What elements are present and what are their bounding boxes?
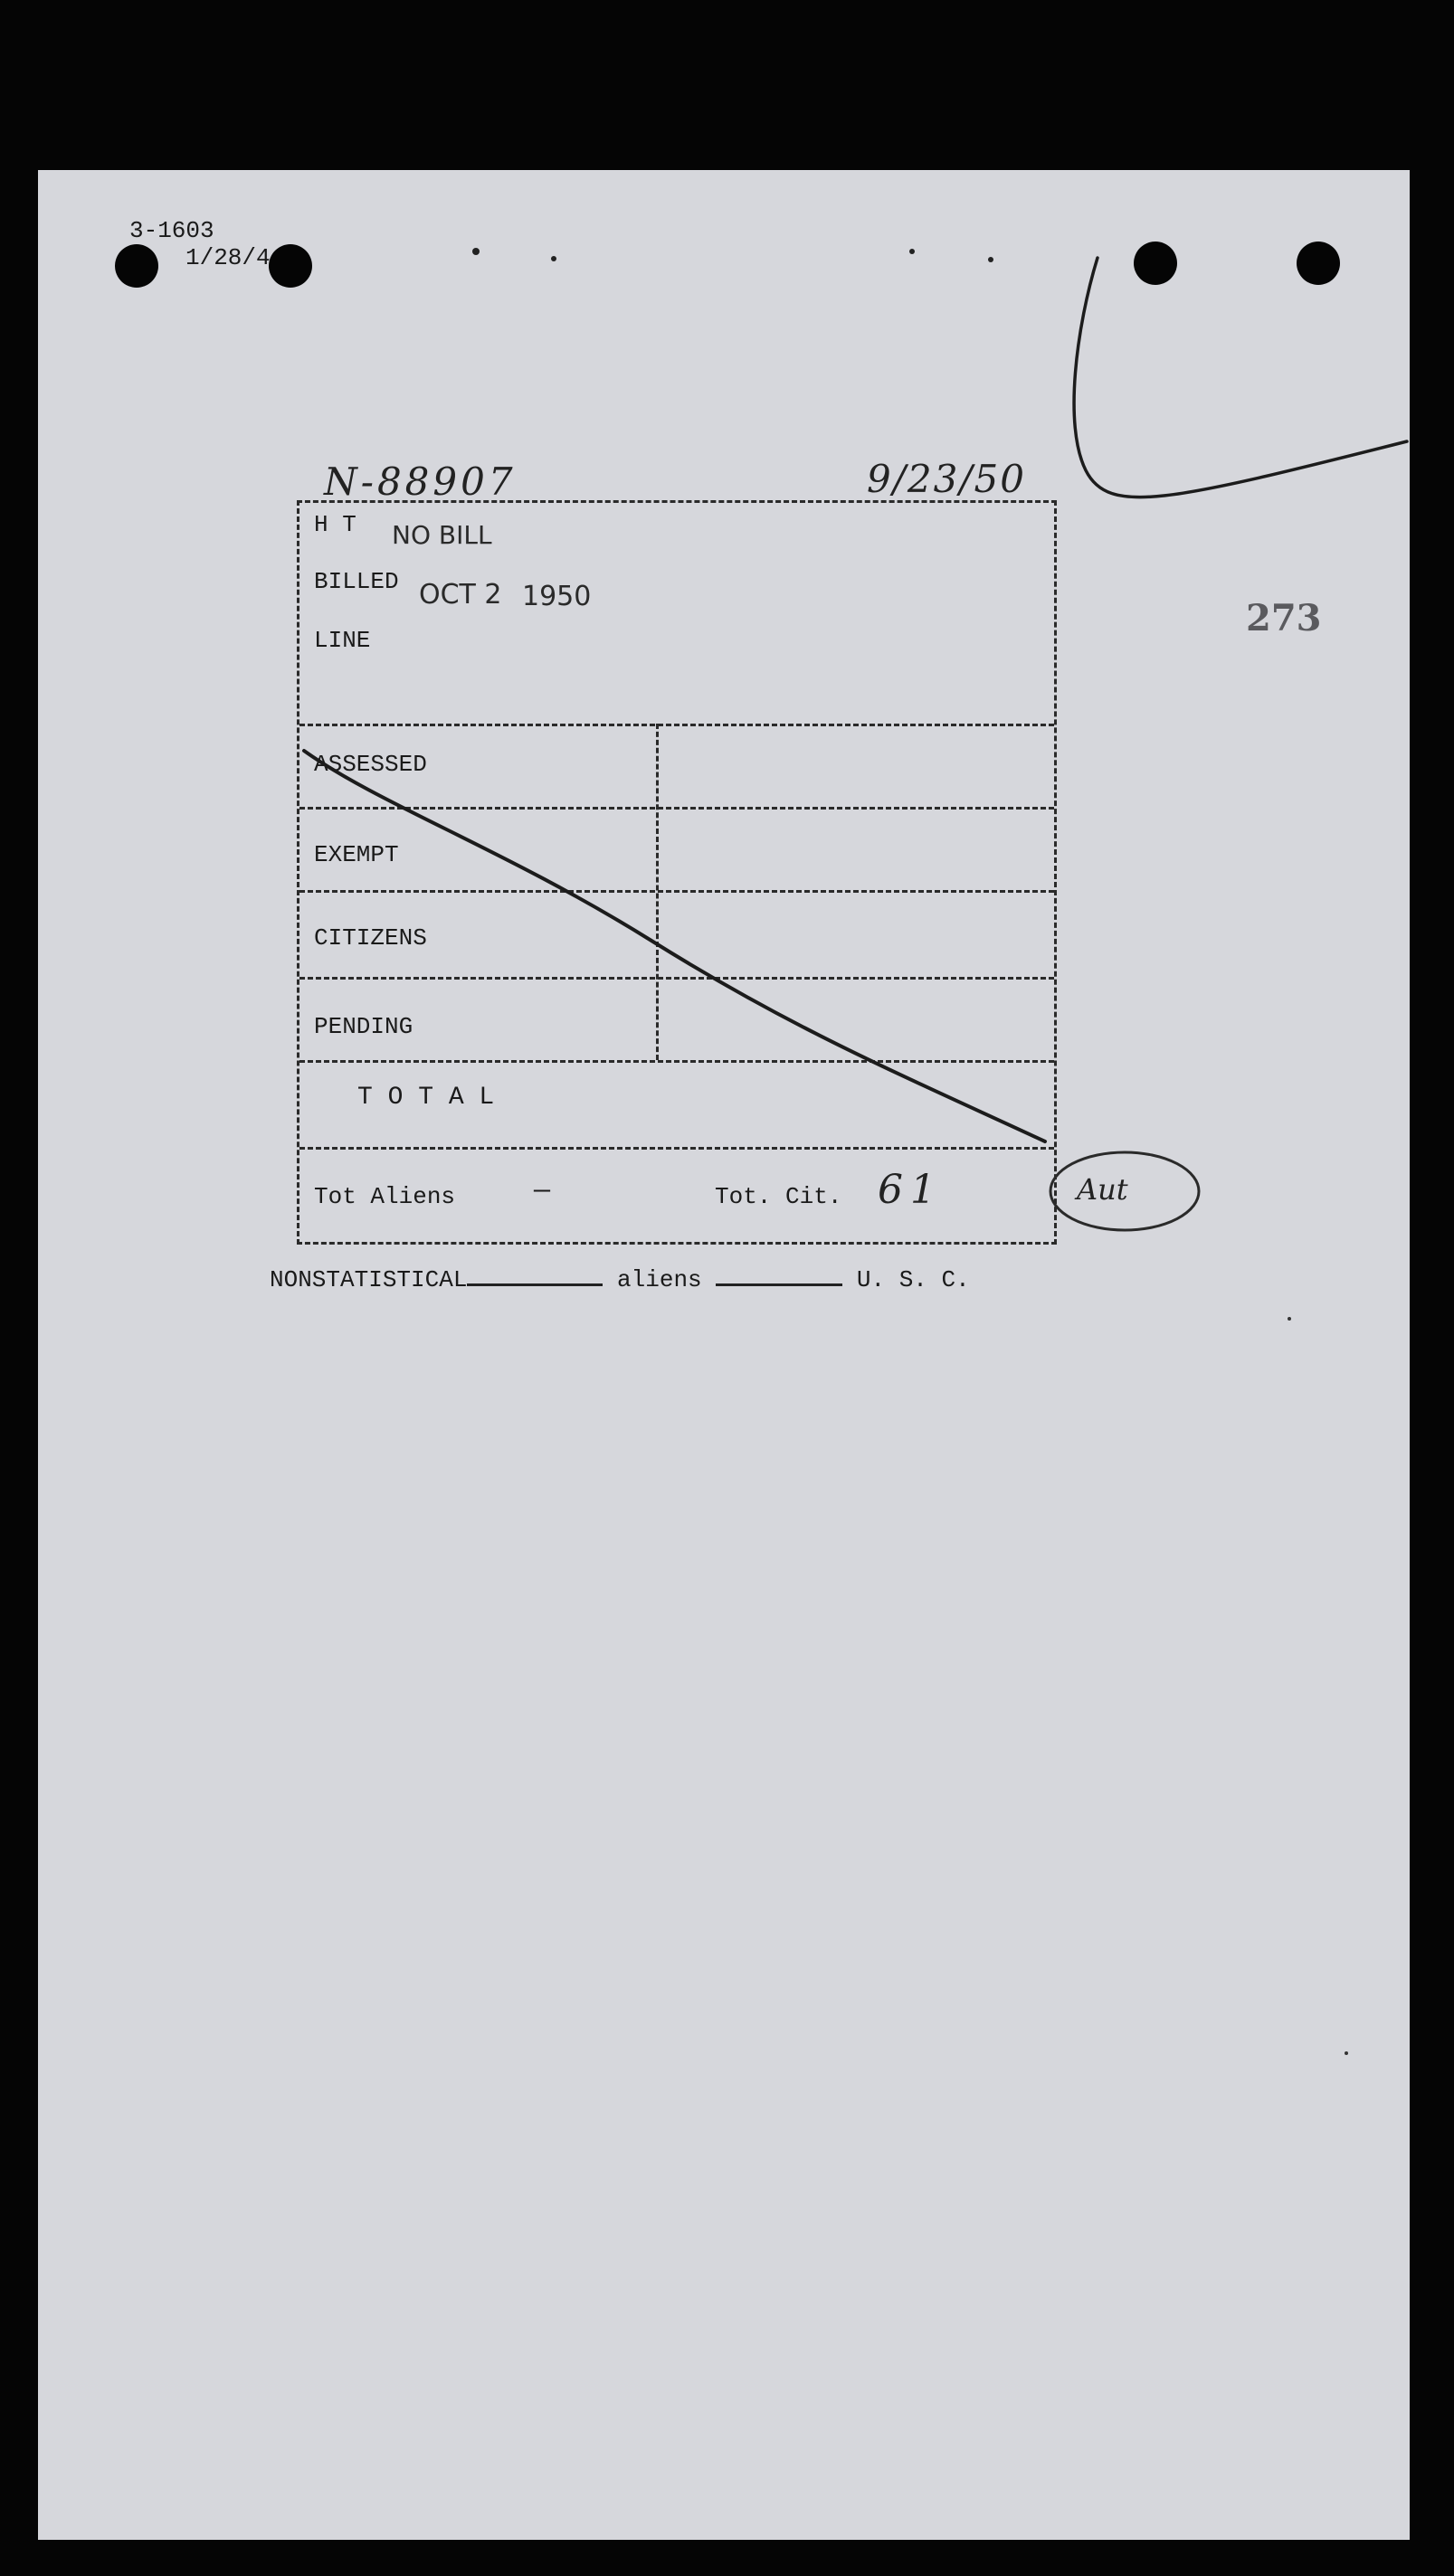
aliens-blank [716, 1283, 842, 1286]
ht-label: H T [314, 511, 356, 538]
line-label: LINE [314, 627, 371, 654]
manifest-number: N-88907 [324, 459, 517, 504]
page-number: 273 [1246, 597, 1322, 639]
summary-form [297, 500, 1057, 1245]
row-exempt-label: EXEMPT [314, 841, 399, 868]
tot-cit-value: 61 [878, 1167, 943, 1213]
row-citizens-label: CITIZENS [314, 924, 427, 952]
usc-label: U. S. C. [856, 1266, 970, 1293]
ht-value-stamp: NO BILL [392, 520, 492, 550]
punch-hole [1134, 242, 1177, 285]
billed-date-stamp: OCT 2 [419, 579, 502, 611]
punch-hole [269, 244, 312, 288]
reviewer-initials: Aut [1077, 1172, 1128, 1207]
nonstatistical-line [270, 1266, 970, 1293]
form-revision: 1/28/4 [185, 244, 271, 271]
form-number: 3-1603 [129, 217, 214, 244]
manifest-date: 9/23/50 [867, 457, 1026, 501]
tot-aliens-value: — [534, 1176, 551, 1207]
row-assessed-label: ASSESSED [314, 751, 427, 778]
tot-aliens-label: Tot Aliens [314, 1183, 456, 1210]
nonstatistical-label: NONSTATISTICAL [270, 1266, 468, 1293]
billed-label: BILLED [314, 568, 399, 595]
billed-year-stamp: 1950 [522, 581, 592, 612]
row-pending-label: PENDING [314, 1013, 413, 1040]
tot-cit-label: Tot. Cit. [715, 1183, 842, 1210]
punch-hole [1297, 242, 1340, 285]
nonstatistical-blank [467, 1283, 603, 1286]
aliens-label: aliens [617, 1266, 702, 1293]
total-label: T O T A L [357, 1084, 495, 1112]
punch-hole [115, 244, 158, 288]
